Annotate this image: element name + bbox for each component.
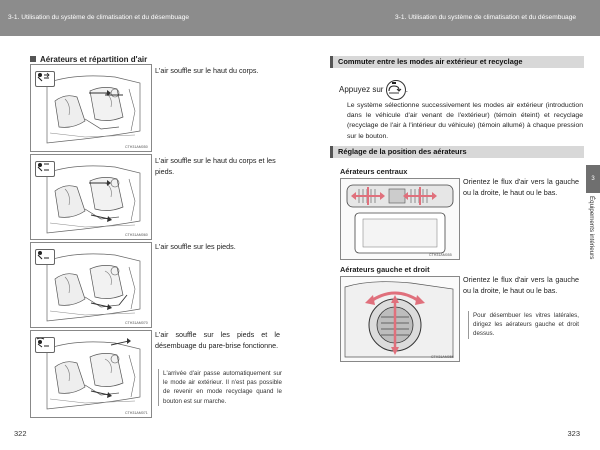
- side-vents-instruction: Orientez le flux d'air vers la gauche ou la droite, le haut ou le bas.: [463, 275, 579, 295]
- figure-central-vents: [340, 178, 460, 260]
- figure-feet-mode: [30, 242, 152, 328]
- subsection-title-central-vents: Aérateurs centraux: [340, 167, 408, 176]
- subsection-title-side-vents: Aérateurs gauche et droit: [340, 265, 430, 274]
- mode-note: L'arrivée d'air passe automatiquement sur le mode air extérieur. Il n'est pas possible de revenir en mode recyclage quand le bouton est sur marche.: [158, 369, 282, 406]
- feet-airflow-icon: [35, 249, 55, 265]
- mode-description: L'air souffle sur les pieds.: [155, 242, 236, 251]
- figure-code: CTH31AM055: [429, 253, 452, 257]
- section-title-vent-adjustment: Réglage de la position des aérateurs: [330, 146, 584, 158]
- square-bullet-icon: [30, 56, 36, 62]
- page-number-left: 322: [14, 429, 27, 438]
- figure-face-feet-mode: [30, 154, 152, 240]
- press-instruction: Appuyez sur .: [339, 80, 408, 100]
- figure-side-vents: [340, 276, 460, 362]
- central-vents-instruction: Orientez le flux d'air vers la gauche ou la droite, le haut ou le bas.: [463, 177, 579, 197]
- face-airflow-icon: [35, 71, 55, 87]
- section-title-air-distribution: Aérateurs et répartition d'air: [30, 55, 147, 64]
- feet-defrost-airflow-icon: [35, 337, 55, 353]
- figure-code: CTH31AM060: [125, 233, 148, 237]
- chapter-tab: 3: [586, 165, 600, 193]
- page-gutter: [299, 36, 301, 450]
- face-feet-airflow-icon: [35, 161, 55, 177]
- mode-description: L'air souffle sur les pieds et le désembuage du pare-brise fonctionne.: [155, 330, 280, 350]
- intake-mode-description: Le système sélectionne successivement les modes air extérieur (introduction dans le véhicule d'air venant de l'extérieur) (témoin éteint) et recyclage (recyclage de l'air à l'intérieur du véhicule) (témoin allumé) à chaque pression sur le bouton.: [347, 102, 583, 140]
- figure-code: CTH31AM070: [125, 321, 148, 325]
- right-running-header: 3-1. Utilisation du système de climatisation et du désembuage: [300, 0, 600, 36]
- figure-code: CTH31AM056: [431, 355, 454, 359]
- figure-code: CTH31AM050: [125, 145, 148, 149]
- page-number-right: 323: [567, 429, 580, 438]
- left-running-header: 3-1. Utilisation du système de climatisation et du désembuage: [0, 0, 300, 36]
- figure-feet-defrost-mode: [30, 330, 152, 418]
- figure-code: CTH31AM071: [125, 411, 148, 415]
- section-title-intake-mode: Commuter entre les modes air extérieur et recyclage: [330, 56, 584, 68]
- chapter-label: Équipements intérieurs: [588, 196, 595, 260]
- figure-face-mode: [30, 64, 152, 152]
- recirculation-button-icon: [386, 80, 406, 100]
- side-vents-note: Pour désembuer les vitres latérales, dirigez les aérateurs gauche et droit dessus.: [468, 311, 579, 339]
- mode-description: L'air souffle sur le haut du corps.: [155, 66, 259, 75]
- mode-description: L'air souffle sur le haut du corps et les pieds.: [155, 156, 276, 176]
